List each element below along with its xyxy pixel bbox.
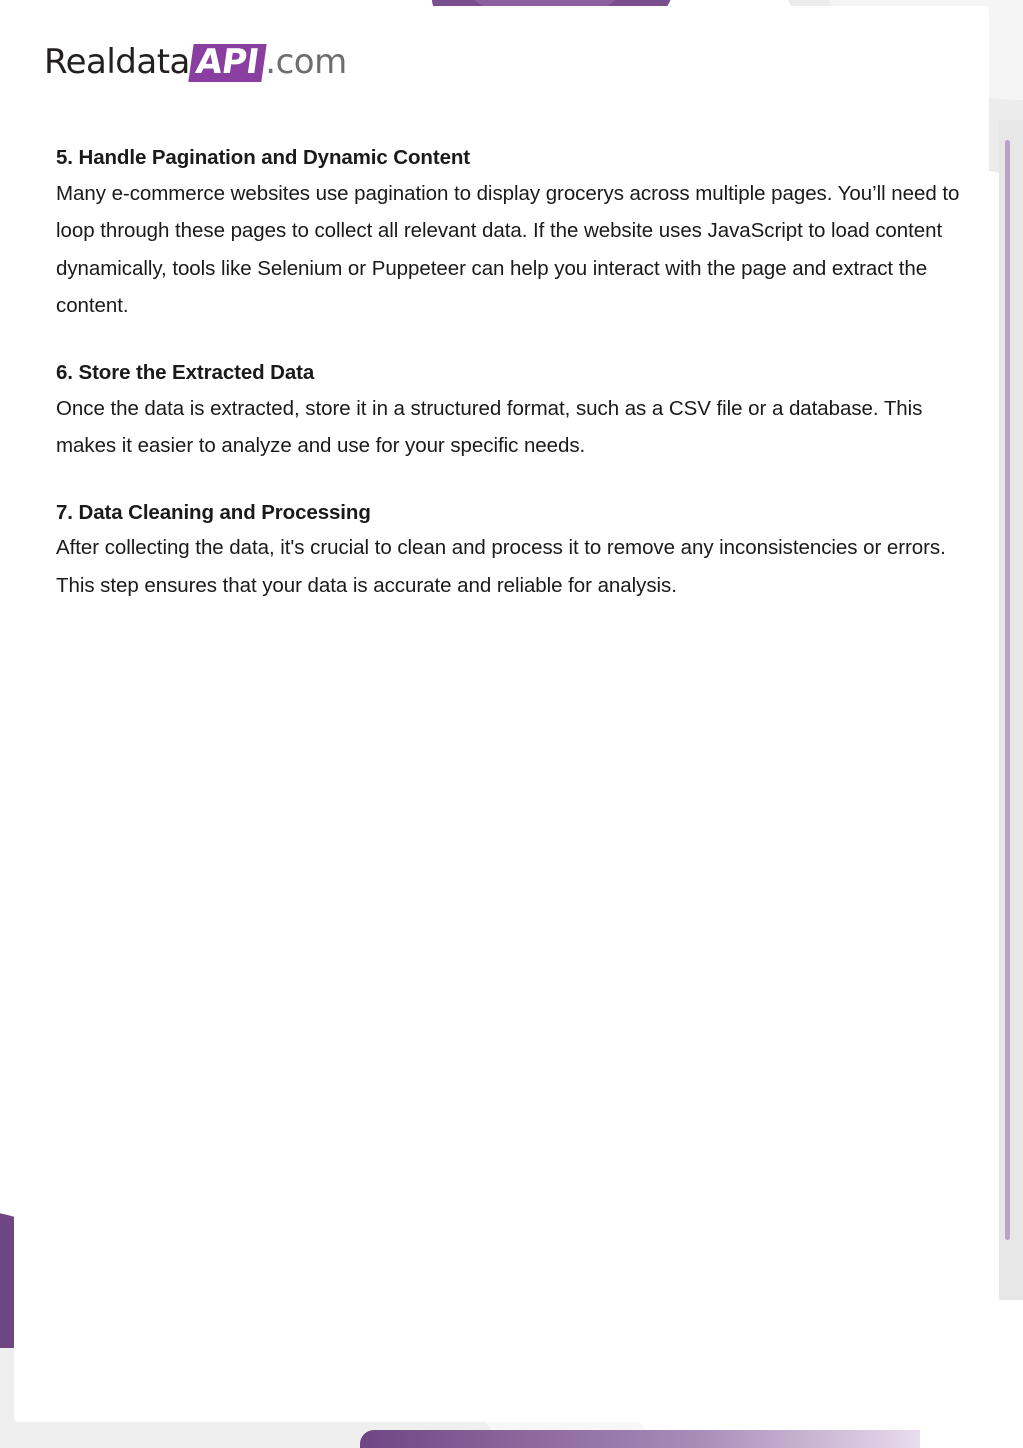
- section-6-body: Once the data is extracted, store it in a structured format, such as a CSV file or a database. This makes it easier to analyze and use for your specific needs.: [56, 396, 923, 458]
- decorative-shape-bottom-purple-strip: [360, 1430, 920, 1448]
- section-7-heading: 7. Data Cleaning and Processing: [56, 500, 371, 524]
- logo-badge-api: API: [188, 44, 267, 82]
- section-5-heading: 5. Handle Pagination and Dynamic Content: [56, 146, 471, 169]
- document-content: [56, 142, 986, 604]
- section-6-heading: 6. Store the Extracted Data: [56, 360, 315, 384]
- section-6: [56, 357, 986, 465]
- logo-text-dotcom: .com: [265, 42, 347, 82]
- decorative-shape-right-purple-line: [1005, 140, 1010, 1240]
- section-7-body: After collecting the data, it's crucial to clean and process it to remove any inconsistencies or errors. This step ensures that your data is accurate and reliable for analysis.: [56, 536, 946, 597]
- logo-text-realdata: Realdata: [44, 42, 190, 82]
- decorative-shape-right-grey-band: [999, 120, 1023, 1300]
- section-5-body: Many e-commerce websites use pagination to display grocerys across multiple pages. You’ll need to loop through these pages to collect all relevant data. If the website uses JavaScript to load content dynamically, tools like Selenium or Puppeteer can help you interact with the page and extract the content.: [56, 181, 960, 318]
- section-7: [56, 497, 986, 605]
- section-5: [56, 142, 986, 325]
- brand-logo: [44, 42, 347, 82]
